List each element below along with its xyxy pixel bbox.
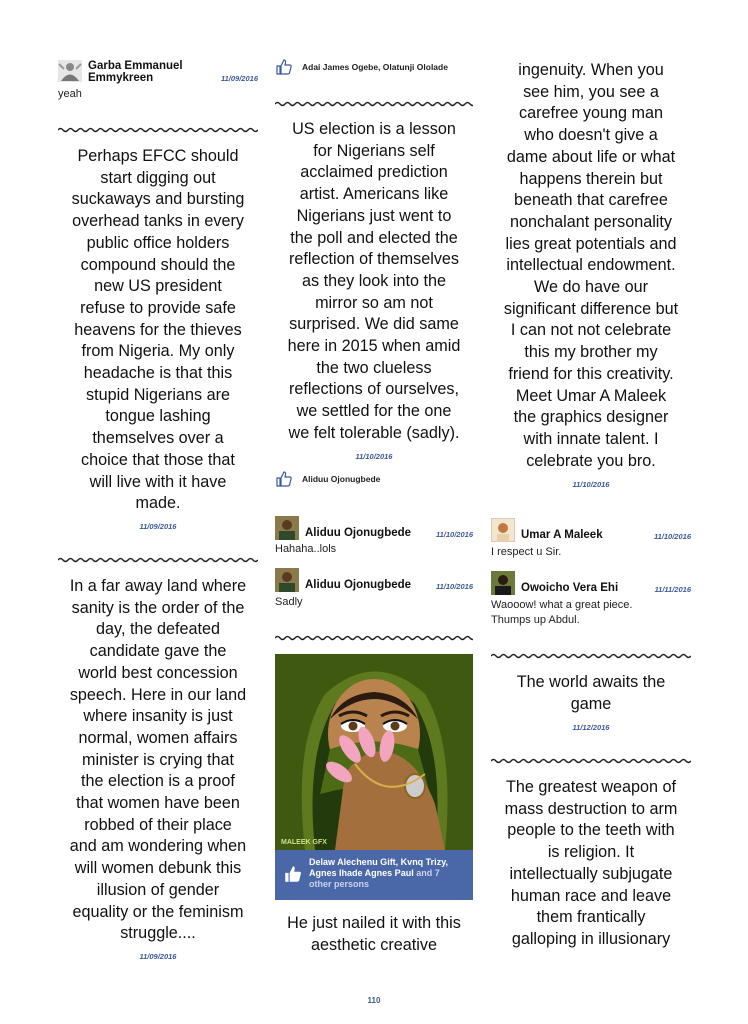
comment-umar <box>491 518 691 542</box>
post-ingenuity: ingenuity. When you see him, you see a carefree young man who doesn't give a dame about life or what happens therein but beneath that carefree nonchalant personality lies great potentials and intellectual endowment. We do have our significant difference but I can not not celebrate this my brother my friend for this creativity. Meet Umar A Maleek the graphics designer with innate talent. I celebrate you bro. <box>503 61 679 470</box>
comment-text: I respect u Sir. <box>491 546 562 558</box>
avatar <box>491 518 515 542</box>
commenter-name: Aliduu Ojonugbede <box>305 579 412 591</box>
wavy-divider <box>275 634 473 642</box>
comment-date: 11/10/2016 <box>436 582 473 591</box>
post-us-election: US election is a lesson for Nigerians self acclaimed prediction artist. Americans like Nigerians just went to the poll and elected the reflection of themselves as they look into the mirror so am not surprised. We did same here in 2015 when amid the two clueless reflections of ourselves, we settled for the one we felt tolerable (sadly). <box>287 120 461 442</box>
post-date: 11/12/2016 <box>572 723 610 732</box>
post-date: 11/09/2016 <box>139 952 177 961</box>
post-date: 11/10/2016 <box>572 480 610 489</box>
likers-names: Delaw Alechenu Gift, Kvnq Trizy, Agnes Ihade Agnes Paul and 7 other persons <box>309 857 449 889</box>
post-nailed-it: He just nailed it with this aesthetic creative <box>287 914 461 954</box>
avatar <box>275 516 299 540</box>
post-efcc: Perhaps EFCC should start digging out suckaways and bursting overhead tanks in every public office holders compound should the new US president refuse to provide safe heavens for the thieves from Nigeria. My only headache is that this stupid Nigerians are tongue lashing themselves over a choice that those that will live with it have made. <box>71 147 245 513</box>
thumbs-up-icon <box>275 58 293 76</box>
post-world-awaits: The world awaits the game <box>516 673 666 713</box>
wavy-divider <box>58 126 258 134</box>
likers-names: Adai James Ogebe, Olatunji Ololade <box>302 62 448 72</box>
wavy-divider <box>491 652 691 660</box>
comment-date: 11/10/2016 <box>654 532 691 541</box>
thumbs-up-icon <box>275 470 293 488</box>
comment-text: yeah <box>58 88 82 100</box>
commenter-name: Owoicho Vera Ehi <box>521 582 619 594</box>
wavy-divider <box>491 757 691 765</box>
woman-illustration <box>275 654 473 850</box>
comment-text: Sadly <box>275 596 303 608</box>
comment-text: Waooow! what a great piece. Thumps up Abdul. <box>491 599 633 626</box>
comment-date: 11/09/2016 <box>221 74 258 83</box>
artist-signature: MALEEK GFX <box>281 839 327 846</box>
comment-date: 11/11/2016 <box>654 585 691 594</box>
comment-owoicho <box>491 571 691 595</box>
avatar <box>491 571 515 595</box>
artwork-likes-bar <box>275 850 473 900</box>
page-number: 110 <box>367 996 381 1005</box>
likers-names: Aliduu Ojonugbede <box>302 474 381 484</box>
post-far-away-land: In a far away land where sanity is the order of the day, the defeated candidate gave the world best concession speech. Here in our land where insanity is just normal, women affairs minister is crying that the election is a proof that women have been robbed of their place and am wondering when will women debunk this illusion of gender equality or the feminism struggle.... <box>69 577 247 943</box>
avatar <box>275 568 299 592</box>
post-date: 11/10/2016 <box>355 452 393 461</box>
avatar <box>58 60 82 82</box>
post-date: 11/09/2016 <box>139 522 177 531</box>
thumbs-up-icon <box>283 864 303 884</box>
post-greatest-weapon: The greatest weapon of mass destruction to arm people to the teeth with is religion. It intellectually subjugate human race and leave them frantically galloping in illusionary <box>504 778 678 948</box>
commenter-name: Garba Emmanuel Emmykreen <box>88 60 183 84</box>
commenter-name: Umar A Maleek <box>521 529 603 541</box>
comment-garba <box>58 60 258 84</box>
artwork-image[interactable] <box>275 654 473 850</box>
wavy-divider <box>275 100 473 108</box>
comment-text: Hahaha..lols <box>275 543 337 555</box>
commenter-name: Aliduu Ojonugbede <box>305 527 412 539</box>
comment-date: 11/10/2016 <box>436 530 473 539</box>
comment-aliduu-1 <box>275 516 473 540</box>
likes-row <box>275 470 473 488</box>
likes-row <box>275 58 473 76</box>
comment-aliduu-2 <box>275 568 473 592</box>
wavy-divider <box>58 556 258 564</box>
